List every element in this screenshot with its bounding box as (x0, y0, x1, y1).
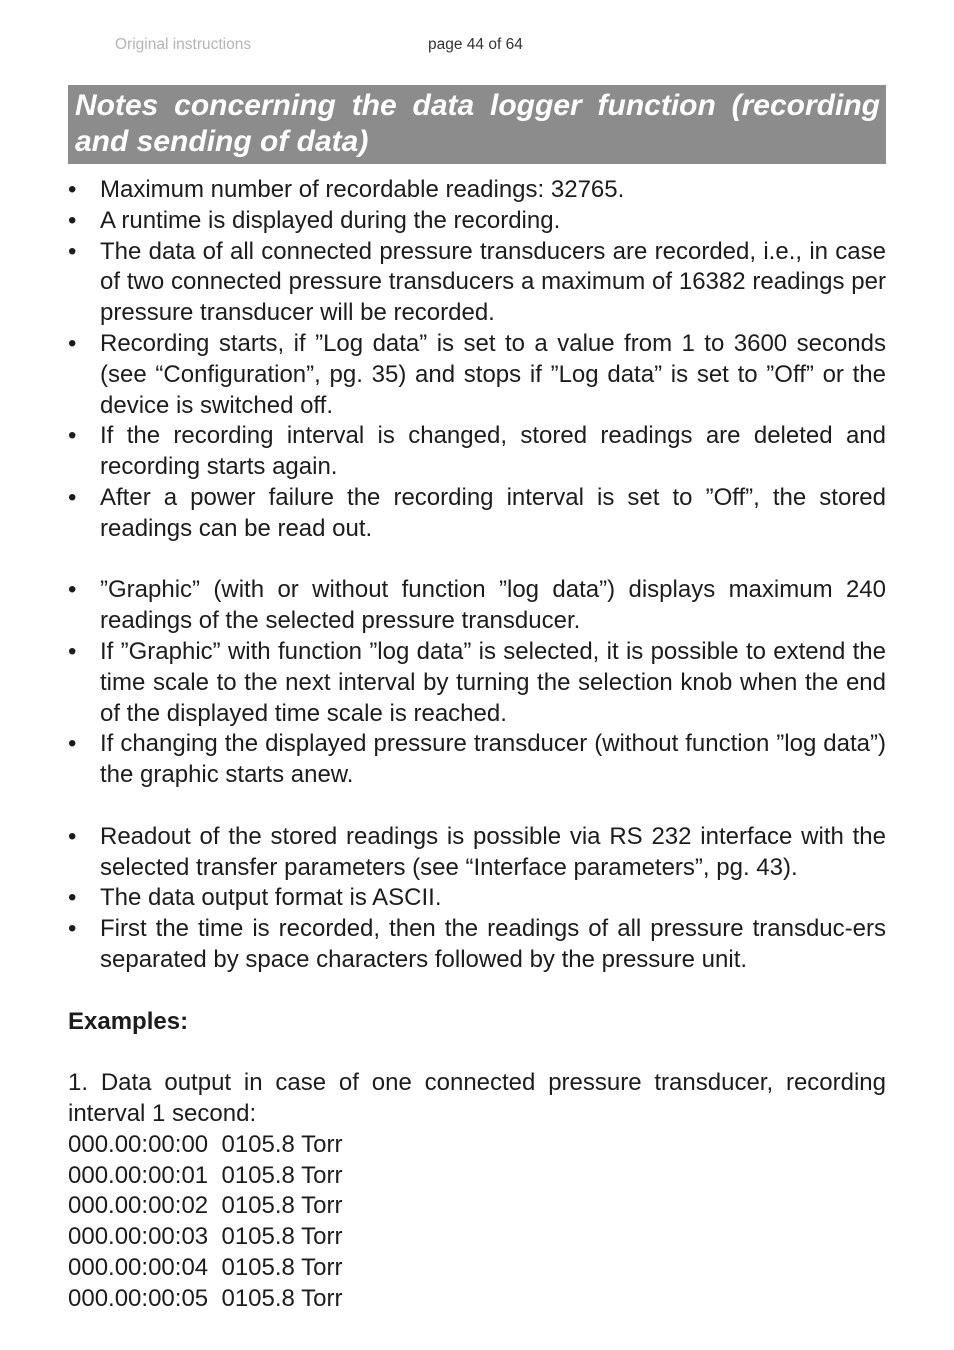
bullet-icon: • (68, 422, 77, 450)
bullet-icon: • (68, 176, 77, 203)
bullet-list-recording (68, 175, 886, 545)
list-item (68, 175, 886, 206)
bullet-icon: • (68, 822, 77, 850)
list-item (68, 483, 886, 545)
spacer (68, 976, 886, 1007)
bullet-icon: • (68, 237, 77, 265)
list-item-text: If ”Graphic” with function ”log data” is selected, it is possible to extend the time scale to the next interval by turning the selection knob when the end of the displayed time scale is reached. (100, 637, 886, 727)
examples-heading: Examples: (68, 1007, 189, 1035)
section-title: Notes concerning the data logger function (recording and sending of data) (68, 85, 886, 164)
list-item-text: The data output format is ASCII. (100, 884, 442, 912)
list-item-text: The data of all connected pressure transducers are recorded, i.e., in case of two connected pressure transducers a maximum of 16382 readings per pressure transducer will be recorded. (100, 237, 886, 327)
bullet-icon: • (68, 730, 77, 758)
list-item (68, 329, 886, 421)
example-output-block (68, 1130, 886, 1315)
example-output-line: 000.00:00:04 0105.8 Torr (68, 1253, 343, 1281)
list-item-text: Readout of the stored readings is possible via RS 232 interface with the selected transfer parameters (see “Interface parameters”, pg. 43). (100, 822, 886, 881)
example-intro: 1. Data output in case of one connected pressure transducer, recording interval 1 second: (68, 1069, 886, 1127)
example-output-line: 000.00:00:05 0105.8 Torr (68, 1284, 343, 1312)
list-item (68, 883, 886, 914)
bullet-icon: • (68, 637, 77, 665)
list-item (68, 729, 886, 791)
page-number: page 44 of 64 (428, 36, 523, 53)
spacer (68, 1037, 886, 1068)
list-item-text: Maximum number of recordable readings: 32765. (100, 176, 625, 203)
bullet-icon: • (68, 206, 77, 234)
bullet-icon: • (68, 483, 77, 511)
list-item (68, 822, 886, 884)
bullet-icon: • (68, 915, 77, 943)
example-output-line: 000.00:00:01 0105.8 Torr (68, 1161, 343, 1189)
example-output-line: 000.00:00:00 0105.8 Torr (68, 1130, 343, 1158)
document-header-label: Original instructions (115, 36, 252, 53)
list-item (68, 637, 886, 729)
list-item-text: Recording starts, if ”Log data” is set to a value from 1 to 3600 seconds (see “Configuration”, pg. 35) and stops if ”Log data” is set to ”Off” or the device is switched off. (100, 329, 886, 419)
list-item (68, 421, 886, 483)
list-item (68, 575, 886, 637)
example-output-line: 000.00:00:03 0105.8 Torr (68, 1223, 343, 1251)
bullet-icon: • (68, 884, 77, 912)
bullet-list-readout (68, 822, 886, 976)
bullet-icon: • (68, 576, 77, 604)
list-item (68, 206, 886, 237)
list-item (68, 914, 886, 976)
main-content (68, 175, 886, 1314)
list-item-text: After a power failure the recording interval is set to ”Off”, the stored readings can be read out. (100, 483, 886, 542)
list-item-text: First the time is recorded, then the readings of all pressure transduc-ers separated by space characters followed by the pressure unit. (100, 915, 886, 973)
list-item-text: If changing the displayed pressure transducer (without function ”log data”) the graphic starts anew. (100, 730, 886, 789)
list-item-text: ”Graphic” (with or without function ”log data”) displays maximum 240 readings of the selected pressure transducer. (100, 576, 886, 635)
list-item-text: A runtime is displayed during the recording. (100, 206, 561, 234)
list-item-text: If the recording interval is changed, stored readings are deleted and recording starts again. (100, 422, 886, 481)
example-output-line: 000.00:00:02 0105.8 Torr (68, 1192, 343, 1220)
list-item (68, 237, 886, 329)
bullet-list-graphic (68, 575, 886, 791)
spacer (68, 545, 886, 576)
bullet-icon: • (68, 329, 77, 357)
spacer (68, 791, 886, 822)
